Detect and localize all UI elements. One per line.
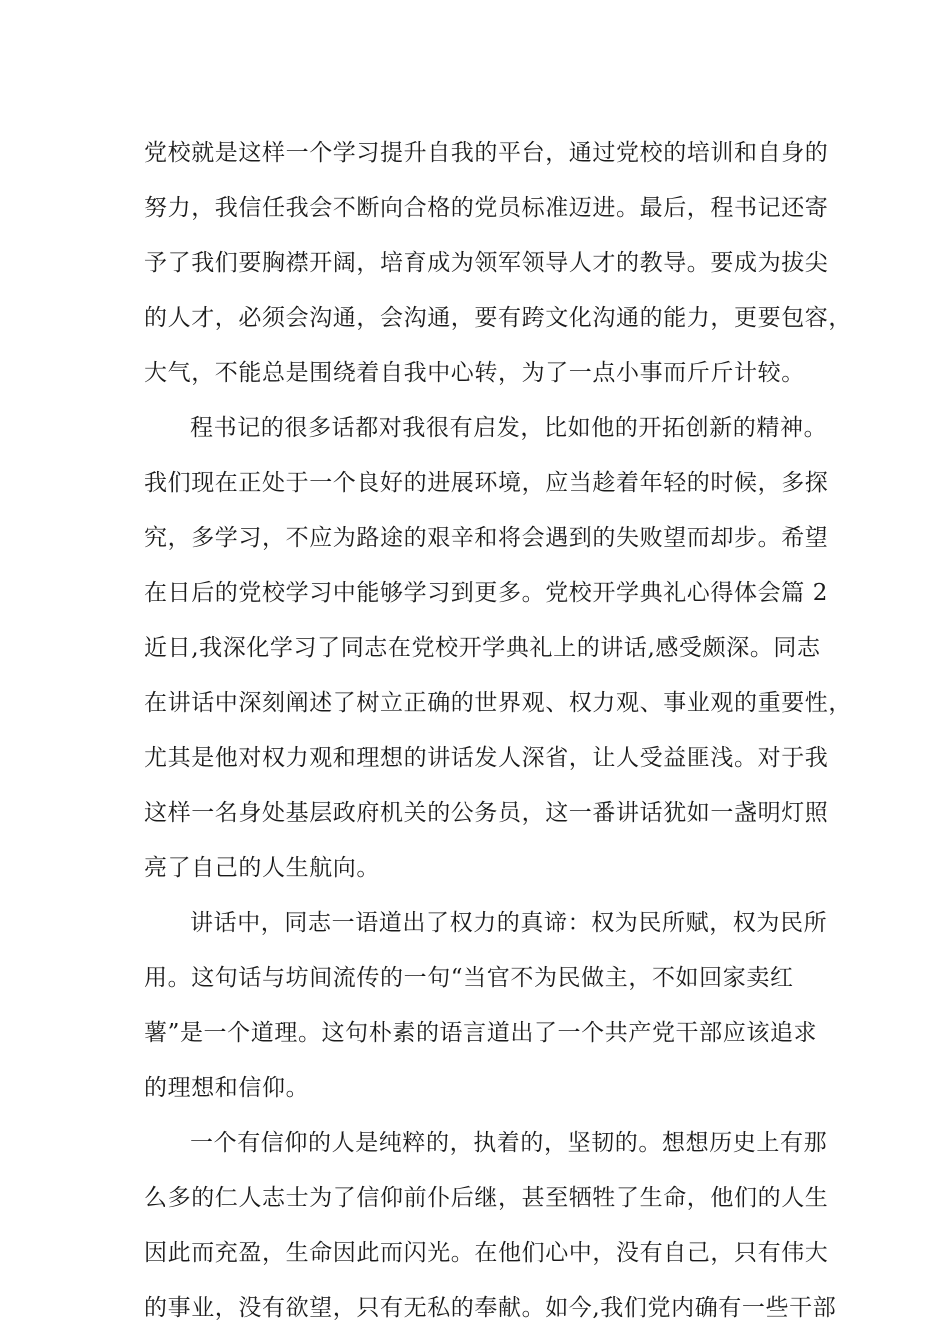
text-line: 予了我们要胸襟开阔，培育成为领军领导人才的教导。要成为拔尖: [144, 250, 829, 276]
text-line: 亮了自己的人生航向。: [144, 855, 380, 881]
text-line: 究，多学习，不应为路途的艰辛和将会遇到的失败望而却步。希望: [144, 525, 829, 551]
text-line: 大气，不能总是围绕着自我中心转，为了一点小事而斤斤计较。: [144, 360, 805, 386]
paragraph-first-line: 一个有信仰的人是纯粹的，执着的，坚韧的。想想历史上有那: [190, 1130, 828, 1156]
text-line: 尤其是他对权力观和理想的讲话发人深省，让人受益匪浅。对于我: [144, 745, 829, 771]
text-line: 党校就是这样一个学习提升自我的平台，通过党校的培训和自身的: [144, 140, 829, 166]
text-line: 在日后的党校学习中能够学习到更多。党校开学典礼心得体会篇 2: [144, 580, 828, 606]
paragraph-first-line: 讲话中，同志一语道出了权力的真谛：权为民所赋，权为民所: [190, 910, 828, 936]
text-line: 这样一名身处基层政府机关的公务员，这一番讲话犹如一盏明灯照: [144, 800, 829, 826]
text-line: 的事业，没有欲望，只有无私的奉献。如今,我们党内确有一些干部: [144, 1295, 837, 1321]
text-line: 薯”是一个道理。这句朴素的语言道出了一个共产党干部应该追求: [144, 1020, 818, 1046]
text-line: 的人才，必须会沟通，会沟通，要有跨文化沟通的能力，更要包容，: [144, 305, 852, 331]
document-body: [144, 133, 852, 1343]
text-line: 因此而充盈，生命因此而闪光。在他们心中，没有自己，只有伟大: [144, 1240, 829, 1266]
text-line: 用。这句话与坊间流传的一句“当官不为民做主，不如回家卖红: [144, 965, 794, 991]
text-line: 么多的仁人志士为了信仰前仆后继，甚至牺牲了生命，他们的人生: [144, 1185, 829, 1211]
text-line: 我们现在正处于一个良好的进展环境，应当趁着年轻的时候，多探: [144, 470, 829, 496]
paragraph-first-line: 程书记的很多话都对我很有启发，比如他的开拓创新的精神。: [190, 415, 828, 441]
text-line: 的理想和信仰。: [144, 1075, 310, 1101]
text-line: 近日,我深化学习了同志在党校开学典礼上的讲话,感受颇深。同志: [144, 635, 821, 661]
text-line: 努力，我信任我会不断向合格的党员标准迈进。最后，程书记还寄: [144, 195, 829, 221]
text-line: 在讲话中深刻阐述了树立正确的世界观、权力观、事业观的重要性，: [144, 690, 852, 716]
